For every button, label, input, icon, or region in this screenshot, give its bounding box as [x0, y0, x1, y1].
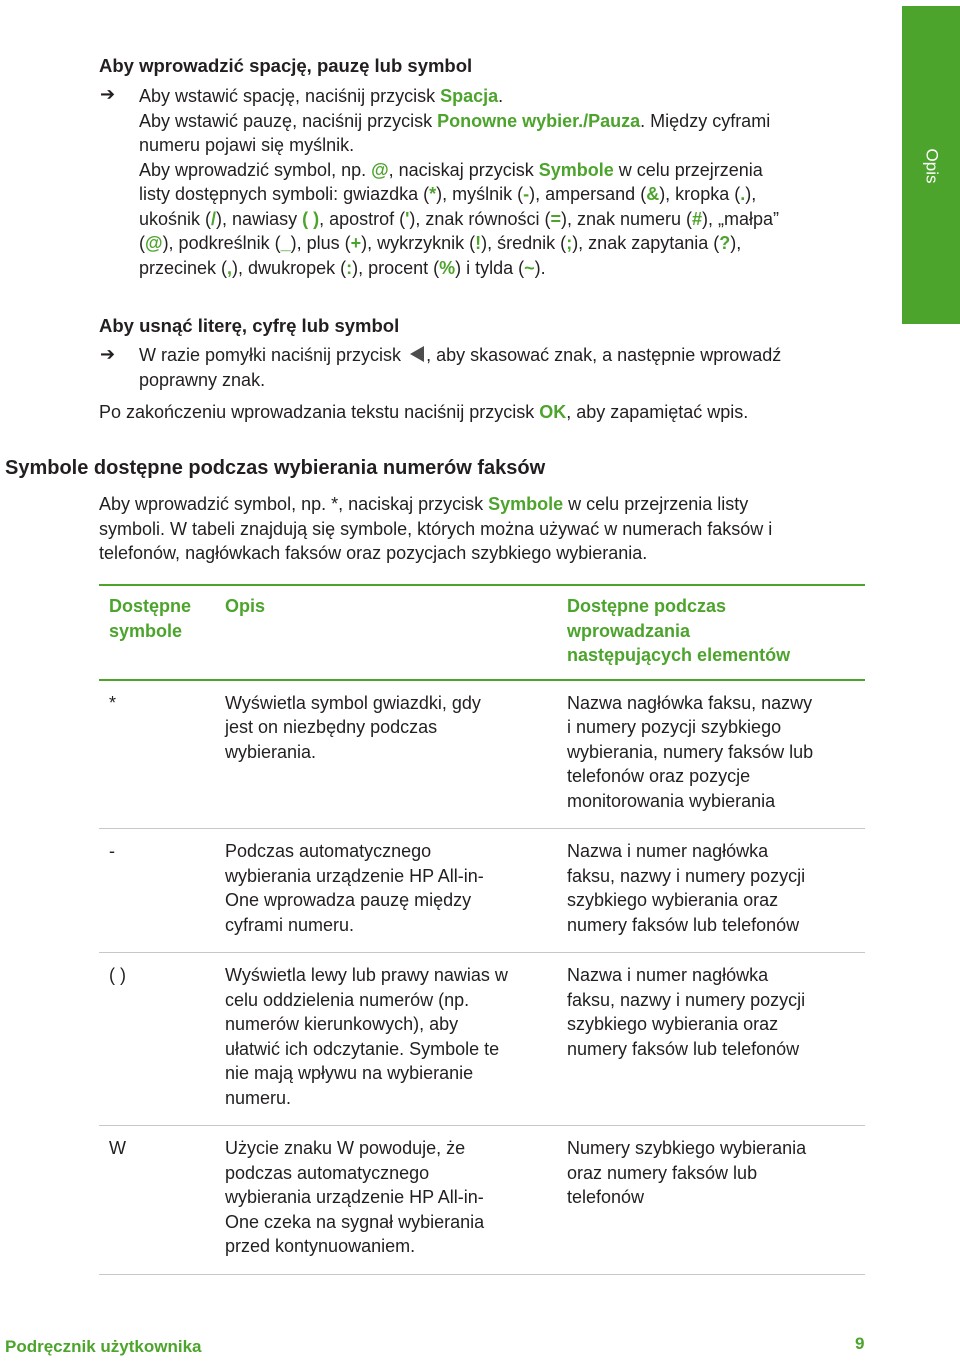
symbol-cell: W [99, 1126, 225, 1275]
text-run: ( [139, 233, 145, 253]
key-label: % [439, 257, 456, 278]
key-label: = [550, 208, 561, 229]
ok-text-post: , aby zapamiętać wpis. [566, 402, 749, 422]
header-line: Opis [225, 596, 266, 616]
text-run: ), podkreślnik ( [162, 233, 281, 253]
description-line: One wprowadza pauzę między [225, 890, 472, 910]
section2-line2: poprawny znak. [139, 369, 266, 390]
key-label: / [211, 208, 217, 229]
page-number: 9 [855, 1334, 865, 1353]
table-row [99, 953, 865, 1126]
text-run: , naciskaj przycisk [388, 159, 539, 180]
side-tab [902, 6, 960, 324]
text-run: ), znak równości ( [409, 208, 551, 229]
availability-cell [567, 829, 865, 953]
section1-line [139, 109, 879, 134]
ok-instruction [99, 400, 748, 425]
section-heading-delete-symbol: Aby usnąć literę, cyfrę lub symbol [99, 315, 400, 336]
header-line: Dostępne [109, 596, 192, 616]
text-run: ). [534, 257, 546, 278]
text-run: przecinek ( [139, 257, 228, 278]
description-cell [225, 829, 567, 953]
header-description [225, 585, 567, 680]
key-label: , [227, 257, 233, 278]
key-label: ; [566, 233, 573, 253]
text-run: ), „małpa” [702, 208, 780, 229]
key-label: ( ) [302, 208, 320, 229]
key-label: Symbole [538, 159, 614, 180]
key-label: Spacja [440, 86, 499, 106]
table-row [99, 829, 865, 953]
description-line: celu oddzielenia numerów (np. [225, 989, 470, 1010]
description-cell [225, 953, 567, 1126]
text-run: ), wykrzyknik ( [361, 233, 476, 253]
availability-line: i numery pozycji szybkiego [567, 717, 782, 737]
availability-line: telefonów oraz pozycje [567, 766, 751, 786]
symbol-cell: * [99, 680, 225, 829]
text-run: ), procent ( [352, 257, 440, 278]
description-line: Wyświetla lewy lub prawy nawias w [225, 965, 508, 985]
header-line: Dostępne podczas [567, 596, 727, 616]
text-run: ), kropka ( [659, 184, 741, 204]
section1-line [139, 182, 879, 207]
section2-text-a: W razie pomyłki naciśnij przycisk [139, 345, 407, 365]
section-heading-space-pause-symbol: Aby wprowadzić spację, pauzę lub symbol [99, 55, 473, 76]
availability-line: szybkiego wybierania oraz [567, 1014, 779, 1034]
description-line: podczas automatycznego [225, 1162, 430, 1183]
availability-line: szybkiego wybierania oraz [567, 890, 779, 910]
symbol-cell: ( ) [99, 953, 225, 1126]
key-label: * [429, 184, 437, 204]
availability-cell [567, 1126, 865, 1275]
key-label: ! [475, 233, 482, 253]
key-label: . [740, 184, 746, 204]
section3-line3: telefonów, nagłówkach faksów oraz pozycjach szybkiego wybierania. [99, 543, 648, 563]
availability-line: telefonów [567, 1187, 645, 1207]
description-line: Podczas automatycznego [225, 841, 432, 861]
symbole-key-label: Symbole [488, 494, 564, 514]
symbol-cell: - [99, 829, 225, 953]
section1-line [139, 133, 879, 158]
text-run: ), znak zapytania ( [572, 233, 720, 253]
key-label: _ [280, 233, 291, 253]
text-run: ), [730, 233, 742, 253]
availability-cell [567, 953, 865, 1126]
section3-body [99, 492, 869, 566]
section2-body [139, 343, 879, 392]
section3-text-a: Aby wprowadzić symbol, np. *, naciskaj przycisk [99, 494, 489, 514]
table-row [99, 1126, 865, 1275]
header-line: symbole [109, 620, 183, 641]
header-availability [567, 585, 865, 680]
text-run: . Między cyframi [640, 110, 771, 131]
availability-line: faksu, nazwy i numery pozycji [567, 865, 806, 886]
section1-line [139, 158, 879, 183]
availability-line: Nazwa i numer nagłówka [567, 841, 769, 861]
section3-text-b: w celu przejrzenia listy [563, 494, 749, 514]
table-header-row [99, 585, 865, 680]
text-run: ), znak numeru ( [560, 208, 693, 229]
header-line: następujących elementów [567, 645, 791, 665]
description-line: Wyświetla symbol gwiazdki, gdy [225, 692, 481, 713]
section2-text-b: , aby skasować znak, a następnie wprowadź [426, 345, 782, 365]
footer-title: Podręcznik użytkownika [5, 1337, 202, 1356]
ok-text-pre: Po zakończeniu wprowadzania tekstu naciśnij przycisk [99, 402, 540, 422]
section3-line2: symboli. W tabeli znajdują się symbole, których można używać w numerach faksów i [99, 518, 773, 539]
description-line: Użycie znaku W powoduje, że [225, 1138, 466, 1158]
text-run: Aby wprowadzić symbol, np. [139, 159, 372, 180]
availability-line: Nazwa nagłówka faksu, nazwy [567, 692, 813, 713]
symbols-table [99, 584, 865, 1275]
description-line: wybierania. [225, 741, 317, 762]
description-line: numeru. [225, 1087, 292, 1108]
section3-line1 [99, 492, 869, 517]
availability-line: monitorowania wybierania [567, 790, 776, 811]
section1-line [139, 207, 879, 232]
text-run: listy dostępnych symboli: gwiazdka ( [139, 184, 430, 204]
text-run: numeru pojawi się myślnik. [139, 135, 355, 155]
availability-line: numery faksów lub telefonów [567, 914, 800, 935]
availability-line: Nazwa i numer nagłówka [567, 965, 769, 985]
side-tab-label: Opis [922, 148, 942, 184]
text-run: ), nawiasy [216, 208, 303, 229]
key-label: ' [405, 208, 410, 229]
text-run: ), ampersand ( [529, 184, 647, 204]
header-symbols [99, 585, 225, 680]
availability-line: Numery szybkiego wybierania [567, 1138, 807, 1158]
description-line: ułatwić ich odczytanie. Symbole te [225, 1038, 500, 1059]
description-line: wybierania urządzenie HP All-in- [225, 1187, 484, 1207]
text-run: ) i tylda ( [455, 257, 525, 278]
text-run: . [498, 86, 504, 106]
header-line: wprowadzania [567, 620, 691, 641]
section1-line [139, 84, 879, 109]
key-label: ? [719, 233, 731, 253]
key-label: & [646, 184, 660, 204]
description-line: nie mają wpływu na wybieranie [225, 1063, 474, 1083]
key-label: ~ [524, 257, 535, 278]
description-cell [225, 680, 567, 829]
key-label: # [692, 208, 703, 229]
text-run: , apostrof ( [319, 208, 406, 229]
section1-line [139, 231, 879, 256]
text-run: w celu przejrzenia [613, 159, 763, 180]
key-label: : [346, 257, 353, 278]
text-run: ), plus ( [290, 233, 351, 253]
section1-line [139, 256, 879, 281]
availability-line: wybierania, numery faksów lub [567, 741, 814, 762]
text-run: ), średnik ( [481, 233, 567, 253]
key-label: @ [371, 159, 389, 180]
table-row [99, 680, 865, 829]
description-line: jest on niezbędny podczas [225, 717, 438, 737]
description-line: wybierania urządzenie HP All-in- [225, 865, 484, 886]
section-heading-fax-symbols: Symbole dostępne podczas wybierania numerów faksów [5, 457, 546, 479]
description-line: One czeka na sygnał wybierania [225, 1211, 485, 1232]
availability-line: faksu, nazwy i numery pozycji [567, 989, 806, 1010]
availability-cell [567, 680, 865, 829]
text-run: Aby wstawić spację, naciśnij przycisk [139, 86, 441, 106]
key-label: Ponowne wybier./Pauza [437, 110, 641, 131]
text-run: ), myślnik ( [436, 184, 524, 204]
text-run: ), [745, 184, 757, 204]
description-line: cyframi numeru. [225, 914, 355, 935]
arrow-right-icon: ➔ [100, 84, 116, 104]
text-run: ukośnik ( [139, 208, 212, 229]
text-run: Aby wstawić pauzę, naciśnij przycisk [139, 110, 438, 131]
section2-line1 [139, 343, 879, 368]
description-line: numerów kierunkowych), aby [225, 1014, 459, 1034]
description-line: przed kontynuowaniem. [225, 1236, 416, 1256]
key-label: @ [145, 233, 163, 253]
arrow-right-icon: ➔ [100, 344, 116, 364]
key-label: + [350, 233, 362, 253]
section1-body [139, 84, 879, 280]
description-cell [225, 1126, 567, 1275]
left-triangle-icon [410, 346, 424, 362]
ok-key-label: OK [539, 402, 567, 422]
availability-line: numery faksów lub telefonów [567, 1038, 800, 1059]
key-label: - [523, 184, 530, 204]
text-run: ), dwukropek ( [232, 257, 347, 278]
availability-line: oraz numery faksów lub [567, 1162, 758, 1183]
